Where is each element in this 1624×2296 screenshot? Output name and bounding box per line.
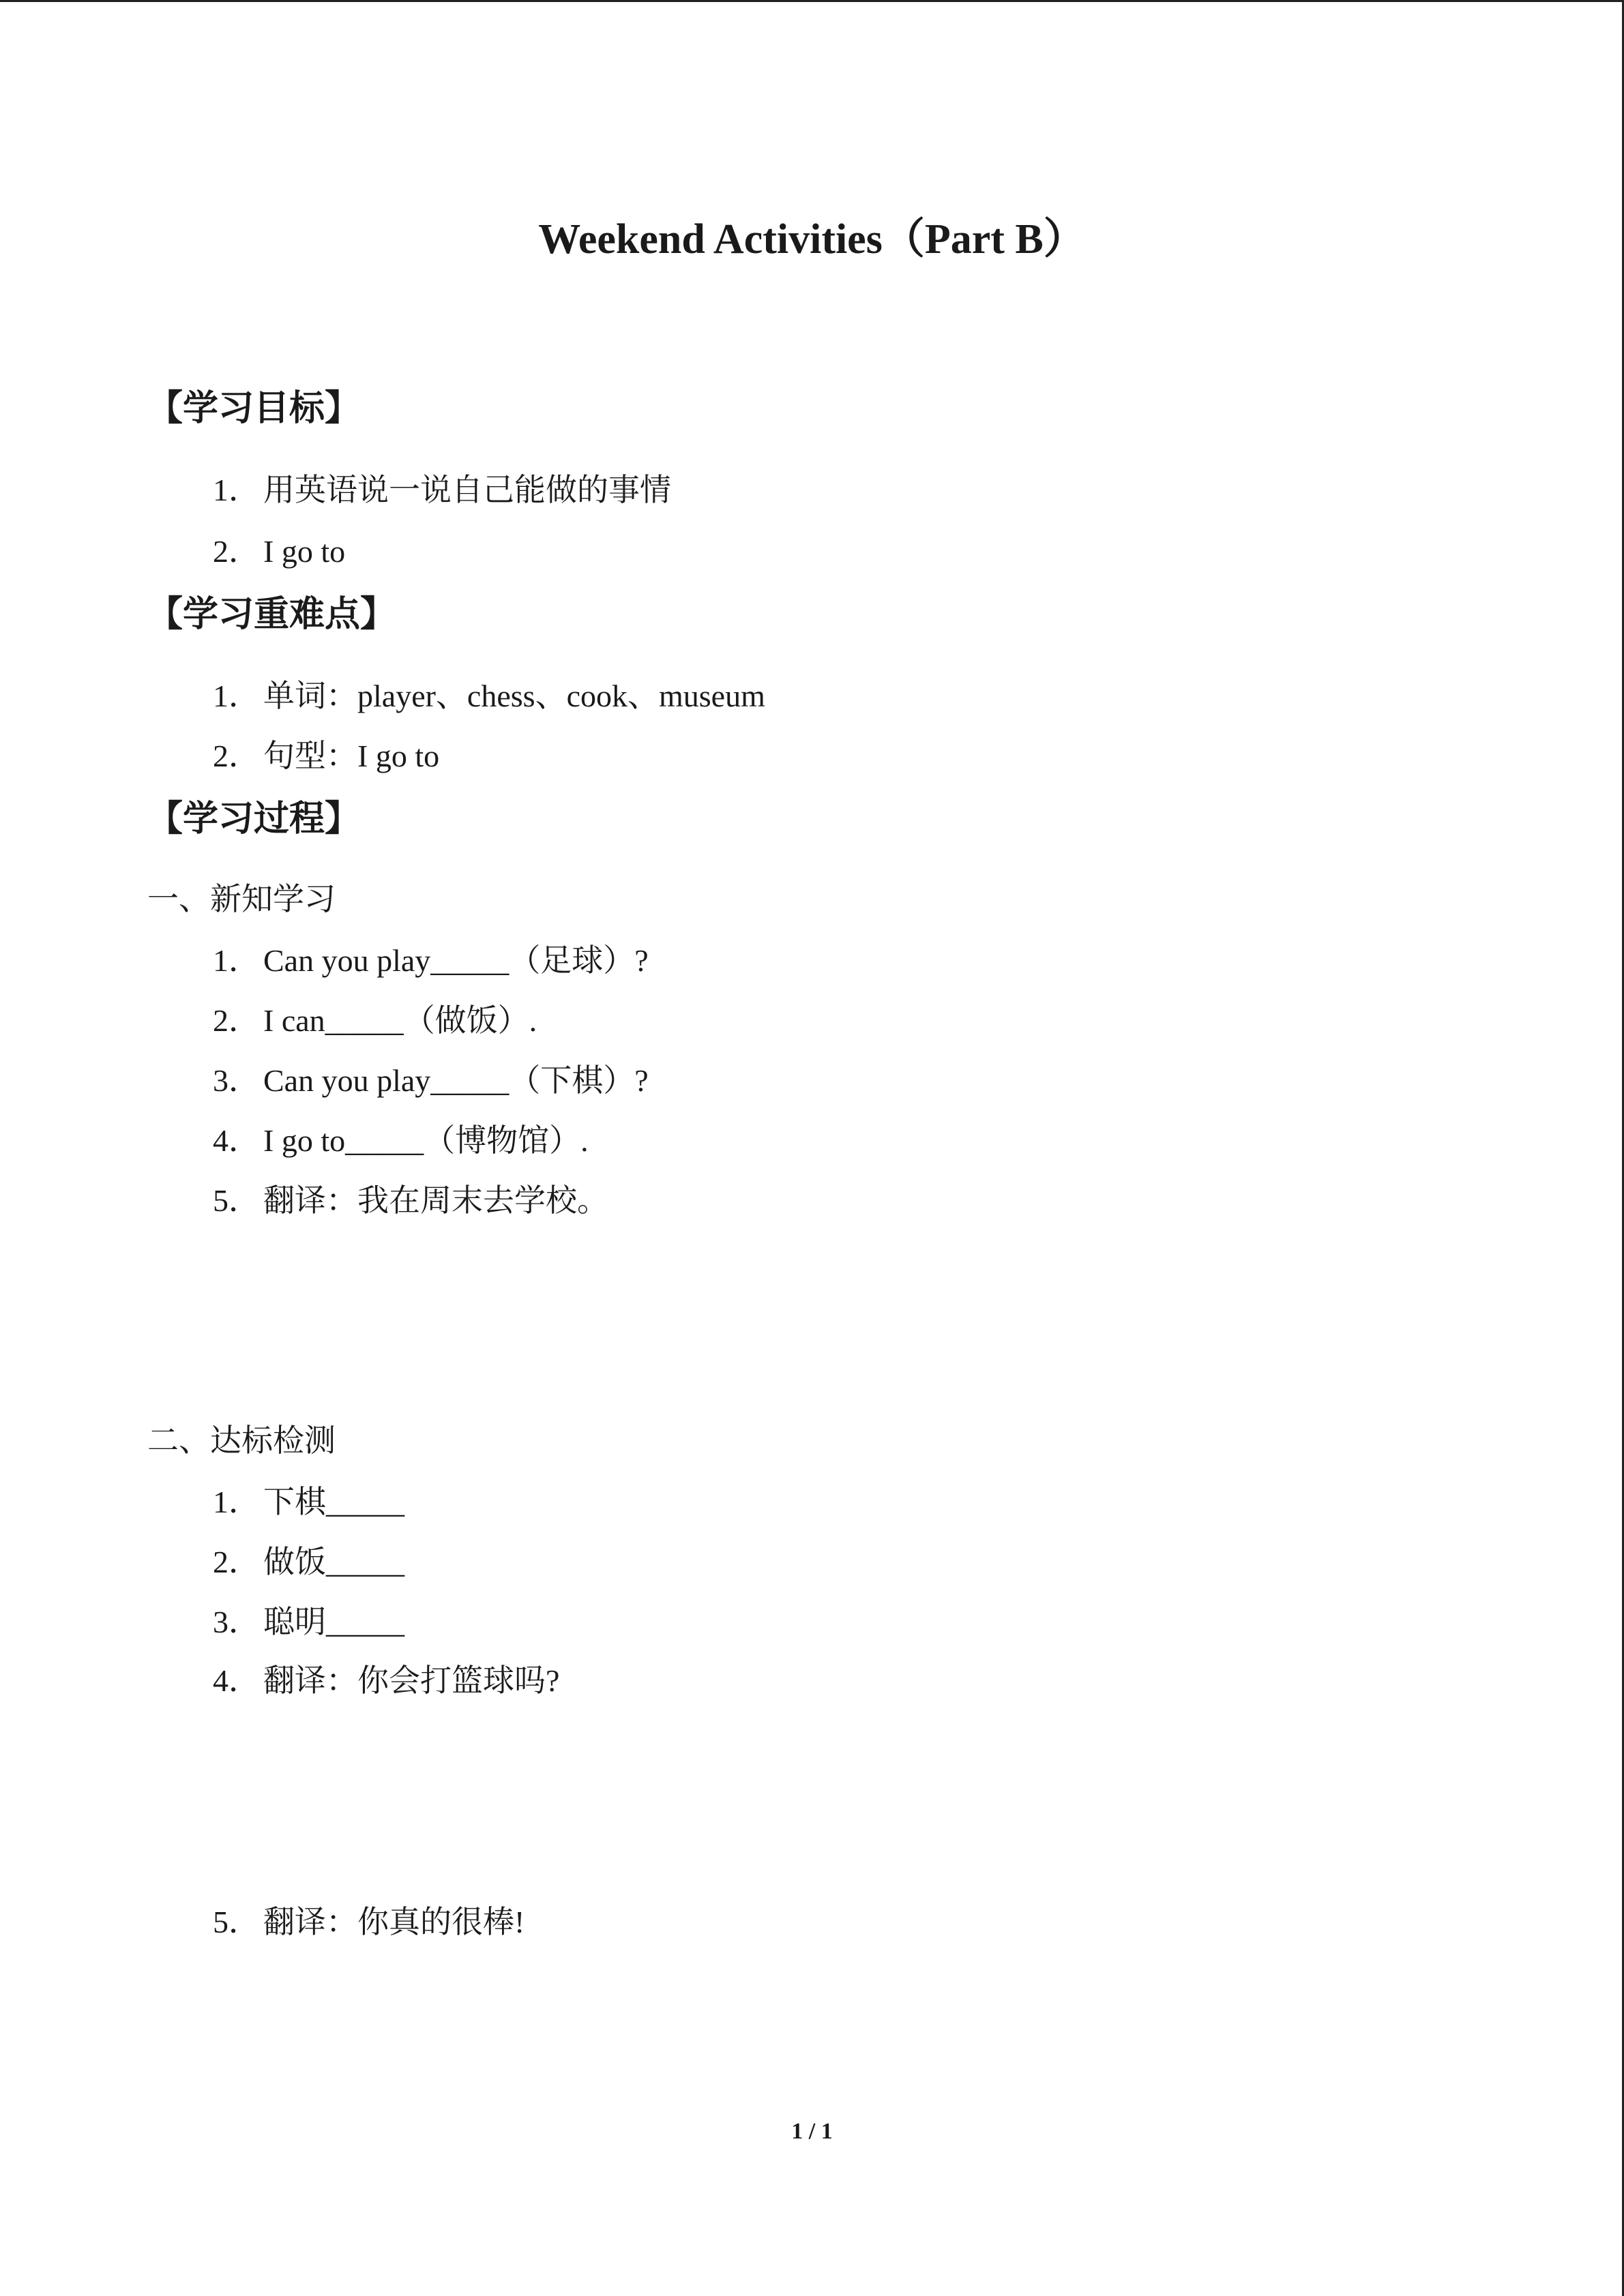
item-text: 用英语说一说自己能做的事情	[263, 473, 671, 507]
item-text: Can you play_____（下棋）?	[263, 1063, 649, 1098]
exercise-item	[213, 1538, 404, 1586]
exercise-item	[213, 1057, 649, 1105]
item-number: 1．	[213, 473, 260, 507]
item-text: 聪明_____	[263, 1605, 404, 1639]
part1-heading: 一、新知学习	[147, 882, 336, 916]
process-heading: 【学习过程】	[147, 800, 361, 839]
item-number: 1．	[213, 679, 260, 713]
key-point-item	[213, 732, 439, 780]
item-text: 句型：I go to	[263, 739, 440, 773]
exercise-item	[213, 1177, 608, 1225]
item-number: 2．	[213, 534, 260, 569]
item-number: 5．	[213, 1905, 260, 1939]
exercise-item	[213, 1898, 525, 1946]
item-text: I can_____（做饭）.	[263, 1003, 537, 1038]
document-title: Weekend Activities（Part B）	[538, 216, 1086, 263]
item-number: 1．	[213, 1485, 260, 1519]
objectives-heading: 【学习目标】	[147, 389, 361, 428]
item-text: I go to	[263, 534, 346, 569]
objective-item	[213, 528, 345, 576]
item-text: 下棋_____	[263, 1485, 404, 1519]
page-border-top	[0, 0, 1624, 2]
exercise-item	[213, 937, 649, 985]
item-text: Can you play_____（足球）?	[263, 943, 649, 978]
item-text: 单词：player、chess、cook、museum	[263, 679, 765, 713]
key-point-item	[213, 672, 765, 720]
exercise-item	[213, 1117, 589, 1165]
item-number: 2．	[213, 1003, 260, 1038]
item-number: 4．	[213, 1663, 260, 1698]
item-number: 3．	[213, 1605, 260, 1639]
part2-heading: 二、达标检测	[147, 1423, 336, 1458]
item-number: 4．	[213, 1123, 260, 1158]
item-number: 2．	[213, 739, 260, 773]
key-points-heading: 【学习重难点】	[147, 595, 396, 634]
item-text: 做饭_____	[263, 1545, 404, 1579]
item-text: 翻译：你会打篮球吗?	[263, 1663, 560, 1698]
item-number: 1．	[213, 943, 260, 978]
exercise-item	[213, 997, 537, 1045]
item-number: 3．	[213, 1063, 260, 1098]
exercise-item	[213, 1598, 404, 1646]
item-number: 2．	[213, 1545, 260, 1579]
item-text: 翻译：我在周末去学校。	[263, 1183, 608, 1218]
item-text: I go to_____（博物馆）.	[263, 1123, 589, 1158]
exercise-item	[213, 1478, 404, 1526]
item-text: 翻译：你真的很棒!	[263, 1905, 525, 1939]
exercise-item	[213, 1657, 559, 1705]
item-number: 5．	[213, 1183, 260, 1218]
objective-item	[213, 466, 671, 514]
page-number: 1 / 1	[791, 2119, 833, 2144]
